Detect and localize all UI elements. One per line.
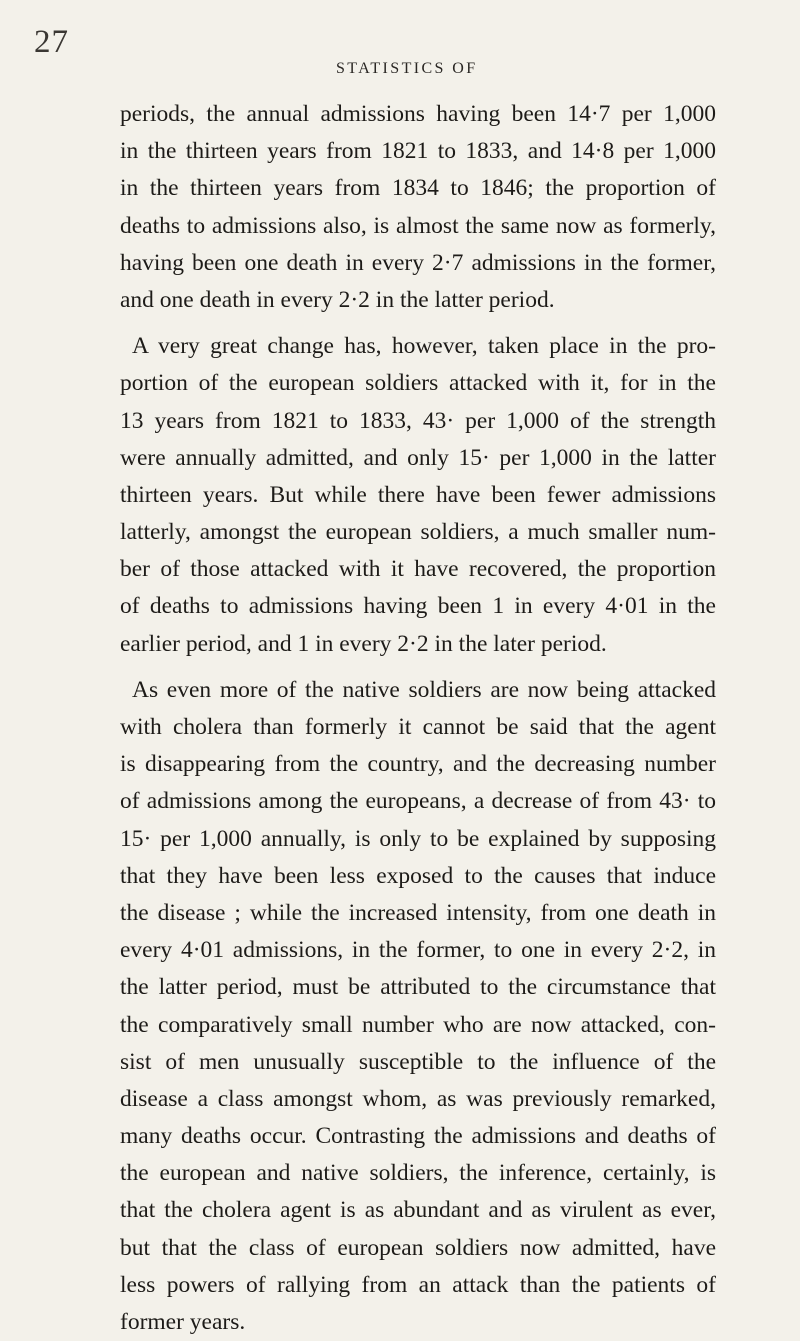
text-line: latterly, amongst the european soldiers, a much smaller num- [120,519,716,546]
text-line: many deaths occur. Contrasting the admissions and deaths of [120,1123,716,1150]
text-line: were annually admitted, and only 15· per 1,000 in the latter [120,444,716,471]
body-text [120,96,716,1341]
text-line: the latter period, must be attributed to the circumstance that [120,974,716,1001]
text-line: every 4·01 admissions, in the former, to one in every 2·2, in [120,937,716,964]
text-line: that they have been less exposed to the causes that induce [120,862,716,889]
text-line: earlier period, and 1 in every 2·2 in the later period. [120,630,607,657]
paragraph [120,672,716,1341]
text-line: having been one death in every 2·7 admissions in the former, [120,249,716,276]
text-line: thirteen years. But while there have been fewer admissions [120,481,716,508]
page-number: 27 [34,24,69,60]
text-line: the disease ; while the increased intensity, from one death in [120,899,716,926]
text-line: in the thirteen years from 1821 to 1833, and 14·8 per 1,000 [120,138,716,165]
text-line: 15· per 1,000 annually, is only to be explained by supposing [120,825,716,852]
running-head: STATISTICS OF [336,60,478,77]
text-line: former years. [120,1309,246,1335]
text-line: disease a class amongst whom, as was previously remarked, [120,1085,716,1112]
text-line: but that the class of european soldiers now admitted, have [120,1234,716,1261]
text-line: portion of the european soldiers attacked with it, for in the [120,370,716,397]
paragraph [120,96,716,319]
text-line: As even more of the native soldiers are now being attacked [132,676,716,703]
text-line: less powers of rallying from an attack than the patients of [120,1271,716,1298]
text-line: periods, the annual admissions having been 14·7 per 1,000 [120,101,716,127]
text-line: is disappearing from the country, and the decreasing number [120,751,716,778]
text-line: in the thirteen years from 1834 to 1846; the proportion of [120,175,716,202]
text-line: and one death in every 2·2 in the latter period. [120,286,555,313]
text-line: A very great change has, however, taken place in the pro- [132,333,716,360]
text-line: deaths to admissions also, is almost the same now as formerly, [120,212,716,239]
text-line: of admissions among the europeans, a decrease of from 43· to [120,788,716,815]
text-line: of deaths to admissions having been 1 in every 4·01 in the [120,593,716,620]
text-line: 13 years from 1821 to 1833, 43· per 1,000 of the strength [120,407,716,434]
text-line: with cholera than formerly it cannot be said that the agent [120,714,716,740]
text-line: the european and native soldiers, the inference, certainly, is [120,1160,716,1187]
text-line: sist of men unusually susceptible to the influence of the [120,1048,716,1075]
text-line: the comparatively small number who are now attacked, con- [120,1011,716,1038]
text-line: that the cholera agent is as abundant and as virulent as ever, [120,1197,716,1224]
text-line: ber of those attacked with it have recovered, the proportion [120,556,716,583]
paragraph [120,328,716,663]
